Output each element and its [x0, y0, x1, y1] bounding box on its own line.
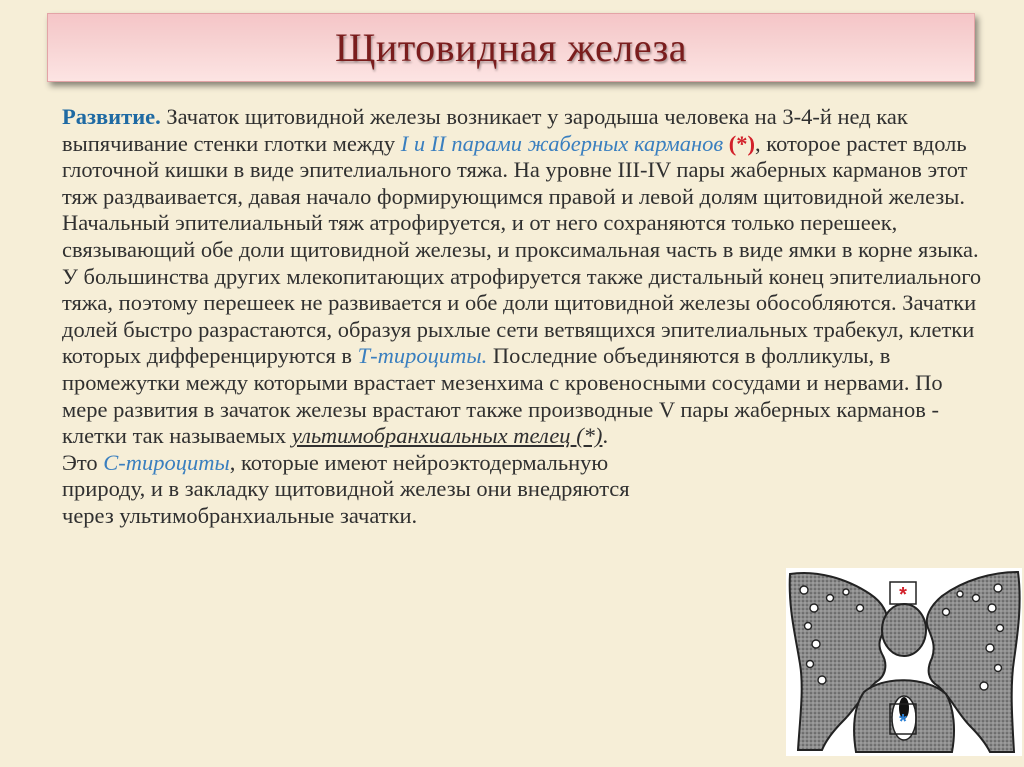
text-segment: природу, и в закладку щитовидной железы они внедряются: [62, 476, 630, 502]
text-segment: .: [602, 423, 609, 449]
ultimobranchial-term: ультимобранхиальных телец: [291, 423, 571, 449]
embryo-pharynx-diagram: [786, 568, 1022, 756]
body-text: [62, 104, 982, 530]
red-asterisk: *: [899, 584, 907, 606]
lead-label: Развитие.: [62, 104, 161, 129]
asterisk-marker: (*): [723, 130, 756, 156]
text-segment: Это: [62, 449, 104, 475]
text-segment: Зачаток щитовидной железы возникает у зародыша человека на 3-4-й нед как выпячивание стенки глотки между: [62, 104, 908, 156]
text-segment: Последние объединяются в фолликулы, в промежутки между которыми врастает мезенхима с кровеносными сосудами и нервами. По мере развития в зачаток железы врастают также производные V пары жаберных карманов - клетки так называемых: [62, 343, 943, 449]
paragraph-c-cells: [62, 450, 982, 530]
paragraph-development: [62, 104, 982, 450]
text-segment: , которое растет вдоль глоточной кишки в виде эпителиального тяжа. На уровне III-IV пары жаберных карманов этот тяж раздваивается, давая начало формирующимся правой и левой долям щитовидной железы. Начальный эпителиальный тяж атрофируется, и от него сохраняются только перешеек, связывающий обе доли щитовидной железы, и проксимальная часть в виде ямки в корне языка. У большинства других млекопитающих атрофируется также дистальный конец эпителиального тяжа, поэтому перешеек не развивается и обе доли щитовидной железы обособляются. Зачатки долей быстро разрастаются, образуя рыхлые сети ветвящихся эпителиальных трабекул, клетки которых дифференцируются в: [62, 130, 982, 369]
page-title: Щитовидная железа: [334, 25, 688, 70]
c-thyrocytes-term: С-тироциты: [103, 449, 230, 475]
title-banner: [47, 13, 975, 82]
text-segment: через ультимобранхиальные зачатки.: [62, 502, 418, 528]
blue-asterisk: *: [899, 711, 907, 733]
text-segment: , которые имеют нейроэктодермальную: [229, 449, 609, 475]
asterisk-marker: (*): [570, 423, 603, 449]
gill-pouches-term: I и II парами жаберных карманов: [400, 130, 724, 156]
t-thyrocytes-term: Т-тироциты.: [357, 343, 488, 369]
